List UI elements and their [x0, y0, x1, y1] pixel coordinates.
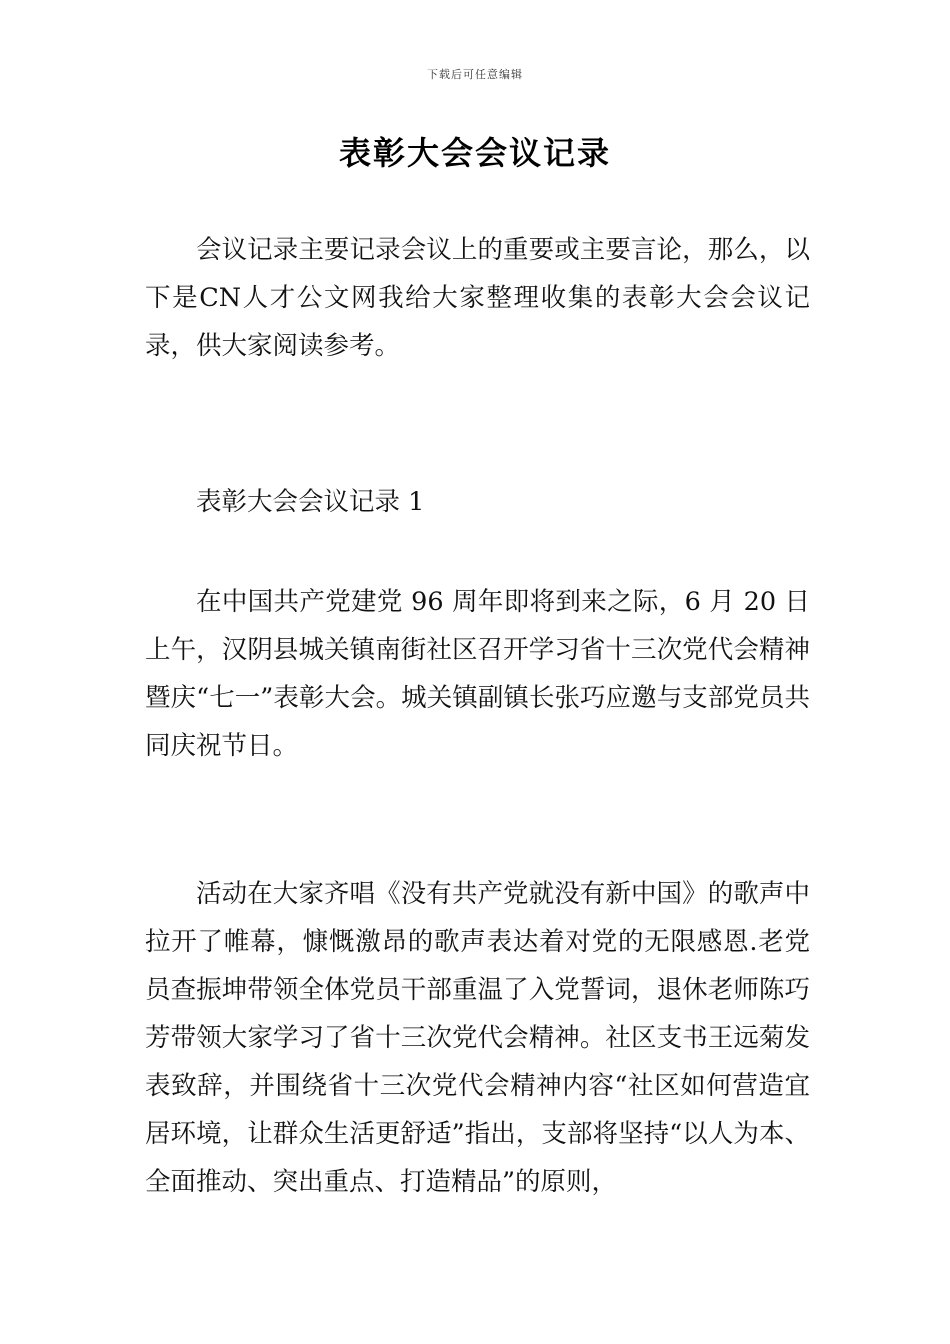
body-paragraph-2: 活动在大家齐唱《没有共产党就没有新中国》的歌声中拉开了帷幕，慷慨激昂的歌声表达着对党的无限感恩.老党员查振坤带领全体党员干部重温了入党誓词，退休老师陈巧芳带领大家学习了省十三次党代会精神。社区支书王远菊发表致辞，并围绕省十三次党代会精神内容“社区如何营造宜居环境，让群众生活更舒适”指出，支部将坚持“以人为本、全面推动、突出重点、打造精品”的原则，	[145, 879, 810, 1197]
header-note: 下载后可任意编辑	[427, 68, 523, 81]
body-paragraph-1: 在中国共产党建党 96 周年即将到来之际，6 月 20 日上午，汉阴县城关镇南街社区召开学习省十三次党代会精神暨庆“七一”表彰大会。城关镇副镇长张巧应邀与支部党员共同庆祝节日。	[145, 587, 810, 761]
intro-paragraph: 会议记录主要记录会议上的重要或主要言论，那么，以下是CN人才公文网我给大家整理收集的表彰大会会议记录，供大家阅读参考。	[145, 235, 810, 361]
document-title: 表彰大会会议记录	[338, 134, 611, 172]
section-heading: 表彰大会会议记录 1	[196, 487, 425, 517]
